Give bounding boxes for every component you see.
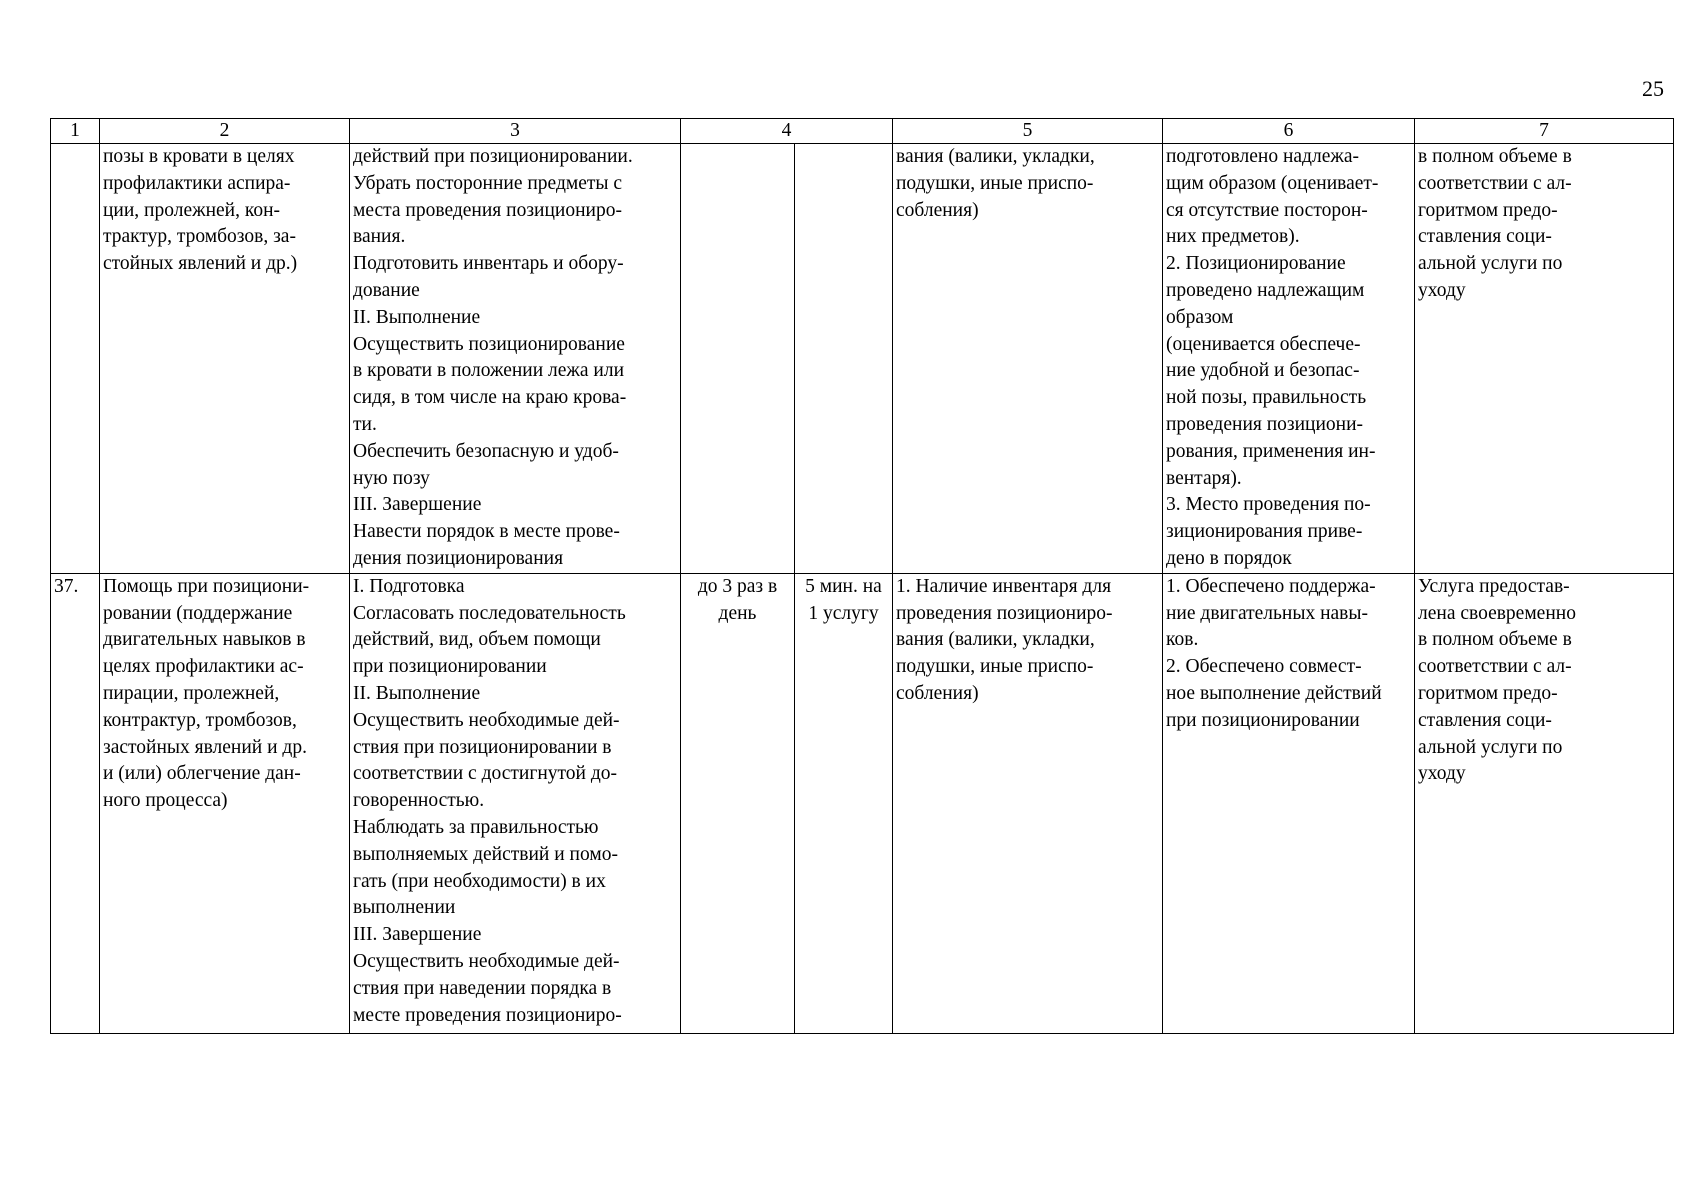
text-line: лена своевременно (1418, 602, 1576, 624)
text-line: пирации, пролежней, (103, 682, 280, 704)
text-line: вания (валики, укладки, (896, 146, 1095, 167)
quality-cell (1163, 144, 1415, 574)
quality-cell (1163, 573, 1415, 1033)
duration-cell (795, 573, 893, 1033)
text-line: вания. (353, 226, 406, 248)
text-line: соответствии с ал- (1418, 172, 1572, 194)
text-line: Подготовить инвентарь и обору- (353, 253, 624, 275)
text-line: ции, пролежней, кон- (103, 199, 281, 221)
text-line: позы в кровати в целях (103, 146, 295, 167)
text-line: месте проведения позициониро- (353, 1004, 622, 1026)
text-line: 2. Позиционирование (1166, 253, 1346, 275)
text-line: Согласовать последовательность (353, 602, 626, 624)
text-line: ти. (353, 413, 377, 435)
text-line: Осуществить позиционирование (353, 333, 625, 355)
table-row (51, 144, 1674, 574)
text-line: и (или) облегчение дан- (103, 763, 301, 785)
header-cell: 4 (681, 119, 893, 144)
text-line: застойных явлений и др. (103, 736, 307, 758)
actions-cell (350, 573, 681, 1033)
text-line: стойных явлений и др.) (103, 253, 298, 275)
text-line: проведения позициони- (1166, 413, 1364, 435)
text-line: 2. Обеспечено совмест- (1166, 656, 1362, 678)
text-line: ние двигательных навы- (1166, 602, 1368, 624)
conditions-cell (893, 144, 1163, 574)
result-cell (1415, 573, 1674, 1033)
text-line: (оценивается обеспече- (1166, 333, 1361, 355)
text-line: уходу (1418, 279, 1466, 301)
text-line: 1 услугу (808, 602, 879, 624)
service-name-cell (100, 573, 350, 1033)
text-line: целях профилактики ас- (103, 656, 304, 678)
text-line: ставления соци- (1418, 226, 1552, 248)
text-line: III. Завершение (353, 494, 482, 516)
text-line: ставления соци- (1418, 709, 1552, 731)
text-line: соответствии с достигнутой до- (353, 763, 618, 785)
header-cell: 6 (1163, 119, 1415, 144)
text-line: альной услуги по (1418, 253, 1563, 275)
services-table (50, 118, 1674, 1034)
text-line: 37. (54, 575, 79, 597)
text-line: в кровати в положении лежа или (353, 360, 625, 382)
text-line: ние удобной и безопас- (1166, 360, 1360, 382)
text-line: щим образом (оценивает- (1166, 172, 1379, 194)
text-line: соответствии с ал- (1418, 656, 1572, 678)
text-line: дения позиционирования (353, 547, 564, 569)
text-line: выполнении (353, 897, 456, 919)
text-line: профилактики аспира- (103, 172, 291, 194)
text-line: них предметов). (1166, 226, 1300, 248)
text-line: ной позы, правильность (1166, 387, 1367, 409)
text-line: контрактур, тромбозов, (103, 709, 297, 731)
text-line: горитмом предо- (1418, 199, 1558, 221)
result-cell (1415, 144, 1674, 574)
text-line: проведено надлежащим (1166, 279, 1365, 301)
text-line: ное выполнение действий (1166, 682, 1382, 704)
text-line: ков. (1166, 629, 1199, 651)
table-header-row (51, 119, 1674, 144)
frequency-cell (681, 573, 795, 1033)
text-line: вания (валики, укладки, (896, 629, 1095, 651)
text-line: действий, вид, объем помощи (353, 629, 601, 651)
text-line: собления) (896, 199, 979, 221)
text-line: ного процесса) (103, 790, 228, 812)
text-line: ствия при позиционировании в (353, 736, 612, 758)
text-line: сидя, в том числе на краю крова- (353, 387, 627, 409)
text-line: Навести порядок в месте прове- (353, 521, 620, 543)
text-line: собления) (896, 682, 979, 704)
text-line: 3. Место проведения по- (1166, 494, 1371, 516)
text-line: альной услуги по (1418, 736, 1563, 758)
text-line: уходу (1418, 763, 1466, 785)
text-line: действий при позиционировании. (353, 146, 633, 167)
text-line: проведения позициониро- (896, 602, 1113, 624)
text-line: в полном объеме в (1418, 146, 1572, 167)
text-line: день (718, 602, 757, 624)
row-number-cell (51, 144, 100, 574)
text-line: Осуществить необходимые дей- (353, 709, 620, 731)
service-name-cell (100, 144, 350, 574)
text-line: при позиционировании (353, 656, 547, 678)
text-line: дование (353, 279, 420, 301)
text-line: Услуга предостав- (1418, 575, 1570, 597)
text-line: образом (1166, 306, 1234, 328)
text-line: ровании (поддержание (103, 602, 293, 624)
text-line: гать (при необходимости) в их (353, 870, 606, 892)
text-line: двигательных навыков в (103, 629, 306, 651)
text-line: Осуществить необходимые дей- (353, 950, 620, 972)
header-cell: 7 (1415, 119, 1674, 144)
row-number-cell (51, 573, 100, 1033)
header-cell: 5 (893, 119, 1163, 144)
text-line: II. Выполнение (353, 682, 481, 704)
conditions-cell (893, 573, 1163, 1033)
text-line: вентаря). (1166, 467, 1242, 489)
text-line: 5 мин. на (805, 575, 882, 597)
text-line: ную позу (353, 467, 430, 489)
header-cell: 2 (100, 119, 350, 144)
text-line: ствия при наведении порядка в (353, 977, 612, 999)
text-line: дено в порядок (1166, 547, 1292, 569)
text-line: Наблюдать за правильностью (353, 816, 599, 838)
text-line: трактур, тромбозов, за- (103, 226, 296, 248)
text-line: подушки, иные приспо- (896, 656, 1094, 678)
text-line: при позиционировании (1166, 709, 1360, 731)
text-line: горитмом предо- (1418, 682, 1558, 704)
actions-cell (350, 144, 681, 574)
text-line: III. Завершение (353, 924, 482, 946)
text-line: говоренностью. (353, 790, 485, 812)
page-number: 25 (1642, 76, 1664, 101)
header-cell: 1 (51, 119, 100, 144)
text-line: в полном объеме в (1418, 629, 1572, 651)
text-line: до 3 раз в (697, 575, 778, 597)
text-line: Убрать посторонние предметы с (353, 172, 623, 194)
header-cell: 3 (350, 119, 681, 144)
text-line: 1. Наличие инвентаря для (896, 575, 1112, 597)
text-line: зиционирования приве- (1166, 521, 1363, 543)
text-line: места проведения позициониро- (353, 199, 622, 221)
duration-cell (795, 144, 893, 574)
text-line: подготовлено надлежа- (1166, 146, 1359, 167)
text-line: Обеспечить безопасную и удоб- (353, 440, 619, 462)
text-line: 1. Обеспечено поддержа- (1166, 575, 1376, 597)
text-line: подушки, иные приспо- (896, 172, 1094, 194)
frequency-cell (681, 144, 795, 574)
text-line: рования, применения ин- (1166, 440, 1376, 462)
text-line: выполняемых действий и помо- (353, 843, 618, 865)
text-line: ся отсутствие посторон- (1166, 199, 1368, 221)
text-line: I. Подготовка (353, 575, 465, 597)
table-row (51, 573, 1674, 1033)
text-line: II. Выполнение (353, 306, 481, 328)
text-line: Помощь при позициони- (103, 575, 310, 597)
